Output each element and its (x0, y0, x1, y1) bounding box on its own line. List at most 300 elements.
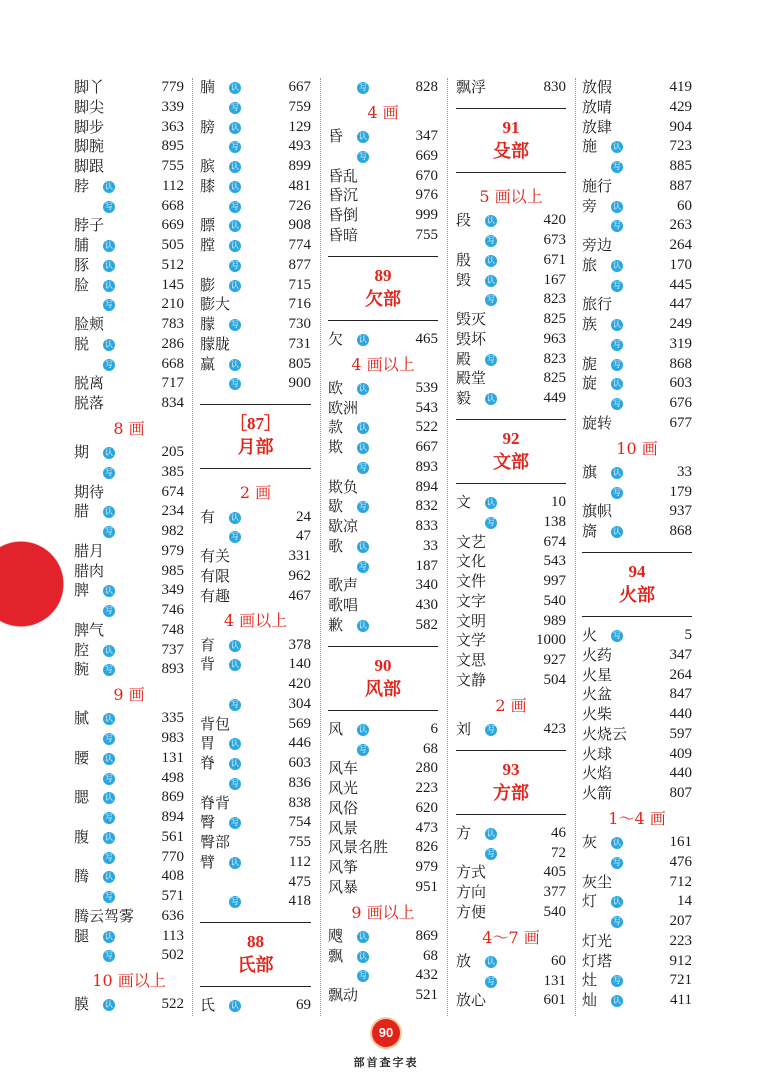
stroke-count-heading: 10 画 (616, 438, 658, 458)
index-entry (74, 749, 184, 769)
headword: 灶 (582, 971, 598, 990)
index-entry (582, 952, 692, 972)
recognize-badge-icon: 认 (231, 181, 239, 191)
page-reference: 340 (415, 577, 438, 594)
write-badge-icon: 写 (231, 778, 239, 788)
index-entry (74, 443, 184, 463)
write-badge-icon: 写 (105, 951, 113, 961)
recognize-badge-icon: 认 (105, 260, 113, 270)
index-entry (200, 157, 311, 177)
write-badge-icon: 写 (105, 665, 113, 675)
radical-section-header (456, 740, 566, 824)
headword: 风车 (328, 759, 359, 778)
headword: 毁 (456, 270, 472, 289)
recognize-badge-icon: 认 (359, 541, 367, 551)
page-reference: 676 (669, 395, 692, 411)
headword: 膨 (200, 275, 216, 294)
radical-number: 91 (502, 117, 520, 137)
page-reference: 673 (543, 232, 566, 248)
recognize-badge-icon: 认 (231, 241, 239, 250)
recognize-badge-icon: 认 (105, 507, 113, 517)
headword: 欠 (328, 329, 344, 348)
radical-number: 88 (247, 932, 264, 951)
write-badge-icon: 写 (359, 744, 367, 754)
recognize-badge-icon: 认 (613, 897, 621, 907)
page-reference: 899 (288, 158, 311, 174)
headword: 文字 (456, 591, 487, 610)
index-entry (74, 907, 184, 927)
page-reference: 505 (161, 237, 184, 253)
index-entry (456, 231, 566, 251)
headword: 脯 (74, 236, 90, 254)
write-badge-icon: 写 (231, 102, 239, 112)
headword: 方式 (456, 863, 487, 882)
page-reference: 770 (161, 848, 184, 865)
page-reference: 825 (543, 311, 566, 327)
page-reference: 885 (669, 158, 692, 174)
index-entry (74, 709, 184, 729)
headword: 背包 (200, 714, 231, 733)
index-entry (582, 177, 692, 197)
headword: 脚丫 (74, 78, 105, 96)
index-entry (74, 216, 184, 236)
index-entry (328, 458, 438, 478)
index-entry (456, 350, 566, 370)
index-column-3 (328, 78, 438, 1006)
headword: 风暴 (328, 877, 359, 896)
page-reference: 405 (543, 864, 566, 881)
headword: 款 (328, 418, 344, 437)
index-entry (328, 986, 438, 1006)
stroke-count-heading: 10 画以上 (92, 971, 166, 990)
radical-name: 风部 (365, 678, 401, 700)
index-entry (200, 996, 311, 1016)
recognize-badge-icon: 认 (231, 1001, 239, 1011)
headword: 臀 (200, 813, 216, 832)
index-entry (328, 799, 438, 819)
headword: 膜 (74, 995, 90, 1014)
page-reference: 113 (162, 927, 184, 944)
index-entry (74, 808, 184, 828)
page-reference: 446 (288, 735, 311, 752)
page-reference: 512 (161, 256, 184, 273)
headword: 放心 (456, 991, 487, 1010)
recognize-badge-icon: 认 (231, 640, 239, 650)
recognize-badge-icon: 认 (487, 498, 495, 507)
index-entry (582, 78, 692, 98)
stroke-count-heading: 8 画 (113, 418, 145, 438)
page-reference: 603 (669, 375, 692, 392)
recognize-badge-icon: 认 (231, 162, 239, 171)
headword: 脱 (74, 334, 90, 353)
index-entry (200, 508, 311, 528)
write-badge-icon: 写 (613, 359, 621, 369)
headword: 脱落 (74, 394, 105, 412)
column-divider (320, 78, 321, 1016)
page-reference: 522 (161, 996, 184, 1013)
write-badge-icon: 写 (231, 532, 239, 542)
index-entry (74, 256, 184, 276)
headword: 欺负 (328, 477, 359, 496)
page-reference: 668 (161, 197, 184, 214)
index-entry (456, 631, 566, 651)
index-entry (74, 78, 184, 98)
page-reference: 828 (415, 79, 438, 95)
headword: 脖 (74, 176, 90, 195)
index-entry (200, 715, 311, 735)
write-badge-icon: 写 (487, 976, 495, 986)
recognize-badge-icon: 认 (359, 951, 367, 961)
write-badge-icon: 写 (487, 724, 495, 734)
page-reference: 249 (669, 316, 692, 332)
section-rule-top (456, 750, 566, 751)
recognize-badge-icon: 认 (105, 832, 113, 842)
recognize-badge-icon: 认 (359, 423, 367, 433)
headword: 风 (328, 719, 344, 738)
stroke-count-heading: 2 画 (495, 695, 527, 715)
radical-name: 殳部 (493, 140, 529, 162)
recognize-badge-icon: 认 (231, 512, 239, 522)
page-reference: 131 (161, 749, 184, 766)
headword: 脚跟 (74, 157, 105, 175)
index-entry (582, 414, 692, 434)
index-entry (74, 315, 184, 335)
index-entry (456, 844, 566, 864)
headword: 旗帜 (582, 502, 613, 521)
page-reference: 912 (669, 952, 692, 969)
page-reference: 982 (161, 523, 184, 539)
index-entry (456, 211, 566, 231)
index-entry (582, 784, 692, 804)
index-entry (582, 932, 692, 952)
headword: 方向 (456, 883, 487, 901)
page-reference: 476 (669, 853, 692, 870)
page-reference: 582 (415, 616, 438, 633)
page-reference: 540 (543, 903, 566, 920)
page-reference: 894 (161, 809, 184, 825)
index-entry (582, 236, 692, 256)
write-badge-icon: 写 (105, 734, 113, 743)
page-reference: 670 (415, 167, 438, 184)
page-reference: 68 (423, 947, 438, 964)
headword: 臀部 (200, 833, 231, 851)
page-reference: 14 (677, 893, 692, 910)
page-reference: 411 (670, 992, 692, 1008)
headword: 脾气 (74, 620, 105, 639)
headword: 腊肉 (74, 561, 105, 580)
index-entry (200, 833, 311, 853)
page-reference: 620 (415, 799, 438, 816)
write-badge-icon: 写 (105, 773, 113, 783)
headword: 殿堂 (456, 369, 487, 388)
recognize-badge-icon: 认 (487, 956, 495, 966)
page-reference: 420 (543, 212, 566, 229)
index-entry (200, 853, 311, 873)
headword: 火烧云 (582, 724, 628, 743)
headword: 火 (582, 626, 598, 644)
page-reference: 715 (288, 276, 311, 293)
write-badge-icon: 写 (105, 527, 113, 536)
page-reference: 730 (288, 316, 311, 332)
recognize-badge-icon: 认 (105, 1000, 113, 1010)
index-entry (74, 641, 184, 661)
page-reference: 823 (543, 350, 566, 367)
page-reference: 877 (288, 256, 311, 273)
headword: 腕 (74, 660, 90, 679)
write-badge-icon: 写 (613, 857, 621, 867)
index-entry (582, 685, 692, 705)
index-entry (456, 389, 566, 409)
headword: 灯 (582, 892, 598, 911)
headword: 脊 (200, 754, 216, 772)
page-reference: 669 (161, 217, 184, 234)
page-reference: 894 (415, 478, 438, 495)
write-badge-icon: 写 (359, 561, 367, 571)
section-rule-bottom (582, 616, 692, 617)
section-rule-bottom (328, 320, 438, 321)
headword: 放晴 (582, 97, 613, 116)
page-reference: 847 (669, 686, 692, 703)
page-reference: 997 (543, 573, 566, 589)
index-entry (328, 557, 438, 577)
index-entry (328, 819, 438, 839)
stroke-count-heading: 5 画以上 (479, 187, 543, 206)
page-reference: 755 (161, 158, 184, 174)
page-reference: 60 (677, 197, 692, 214)
write-badge-icon: 写 (487, 848, 495, 858)
index-entry (328, 947, 438, 967)
recognize-badge-icon: 认 (231, 221, 239, 231)
page-reference: 502 (161, 947, 184, 964)
headword: 膛 (200, 236, 216, 254)
write-badge-icon: 写 (231, 379, 239, 389)
index-entry (74, 463, 184, 483)
index-entry (456, 824, 566, 844)
index-entry (200, 98, 311, 118)
headword: 脸颊 (74, 315, 105, 333)
page-reference: 723 (669, 138, 692, 155)
page-reference: 668 (161, 355, 184, 372)
index-entry (582, 522, 692, 542)
index-entry (456, 883, 566, 903)
page-reference: 69 (296, 997, 311, 1014)
index-entry (74, 660, 184, 680)
index-entry (328, 478, 438, 498)
recognize-badge-icon: 认 (231, 280, 239, 290)
recognize-badge-icon: 认 (487, 828, 495, 838)
headword: 背 (200, 655, 216, 674)
page-reference: 726 (288, 197, 311, 214)
index-entry (582, 335, 692, 355)
page-reference: 868 (669, 523, 692, 539)
index-entry (74, 374, 184, 394)
page-reference: 286 (161, 335, 184, 352)
page-reference: 378 (288, 636, 311, 653)
headword: 飘 (328, 946, 344, 965)
headword: 旎 (582, 354, 598, 373)
page-reference: 24 (296, 508, 311, 525)
page-reference: 339 (161, 98, 184, 115)
page-reference: 419 (669, 79, 692, 95)
headword: 毁坏 (456, 329, 487, 348)
page-reference: 263 (669, 217, 692, 234)
radical-section-header (328, 246, 438, 330)
index-entry (582, 137, 692, 157)
section-rule-bottom (456, 814, 566, 815)
headword: 段 (456, 211, 472, 230)
radical-name: 文部 (493, 451, 529, 473)
headword: 膨大 (200, 295, 231, 314)
page-reference: 807 (669, 785, 692, 801)
headword: 文化 (456, 552, 487, 571)
page-reference: 540 (543, 592, 566, 609)
index-entry (74, 927, 184, 947)
headword: 风景 (328, 818, 359, 837)
write-badge-icon: 写 (487, 295, 495, 305)
page-reference: 755 (415, 226, 438, 243)
page-reference: 737 (161, 641, 184, 658)
stroke-count-heading: 4 画以上 (351, 354, 415, 374)
headword: 腔 (74, 640, 90, 659)
headword: 歇凉 (328, 517, 359, 535)
headword: 文艺 (456, 532, 487, 551)
recognize-badge-icon: 认 (613, 996, 621, 1005)
headword: 脊背 (200, 793, 231, 812)
section-rule-bottom (456, 172, 566, 173)
index-entry (456, 720, 566, 740)
section-rule-bottom (328, 710, 438, 711)
headword: 欧洲 (328, 398, 359, 417)
index-entry (74, 828, 184, 848)
index-entry (200, 547, 311, 567)
page-reference: 671 (543, 251, 566, 268)
write-badge-icon: 写 (487, 354, 495, 364)
index-entry (200, 78, 311, 98)
headword: 歉 (328, 615, 344, 634)
page-reference: 385 (161, 463, 184, 480)
page-reference: 409 (669, 745, 692, 762)
write-badge-icon: 写 (105, 359, 113, 369)
section-rule-top (456, 419, 566, 420)
index-entry (328, 330, 438, 350)
decorative-red-circle (0, 541, 66, 627)
page-reference: 347 (669, 646, 692, 663)
headword: 殷 (456, 250, 472, 269)
index-entry (582, 216, 692, 236)
headword: 有关 (200, 547, 231, 565)
index-entry (456, 552, 566, 572)
headword: 脾 (74, 581, 90, 600)
headword: 臂 (200, 852, 216, 871)
headword: 灯塔 (582, 951, 613, 970)
write-badge-icon: 写 (613, 162, 621, 171)
headword: 文 (456, 493, 472, 511)
page-reference: 539 (415, 379, 438, 396)
page-reference: 985 (161, 562, 184, 579)
headword: 赢 (200, 354, 216, 373)
section-rule-top (200, 922, 311, 923)
index-entry (456, 290, 566, 310)
page-reference: 179 (669, 483, 692, 500)
headword: 歇 (328, 497, 344, 516)
index-entry (328, 740, 438, 760)
headword: 膑 (200, 157, 216, 175)
index-entry (200, 813, 311, 833)
index-entry (456, 330, 566, 350)
headword: 欺 (328, 438, 344, 456)
page-reference: 335 (161, 710, 184, 727)
recognize-badge-icon: 认 (105, 753, 113, 763)
recognize-badge-icon: 认 (613, 467, 621, 477)
headword: 脚尖 (74, 97, 105, 116)
headword: 灿 (582, 991, 598, 1009)
index-entry (582, 463, 692, 483)
index-entry (74, 236, 184, 256)
recognize-badge-icon: 认 (359, 132, 367, 141)
recognize-badge-icon: 认 (613, 142, 621, 152)
section-rule-top (328, 646, 438, 647)
headword: 脚步 (74, 117, 105, 136)
index-entry (582, 725, 692, 745)
recognize-badge-icon: 认 (613, 260, 621, 270)
index-entry (582, 197, 692, 217)
page-reference: 319 (669, 335, 692, 352)
headword: 火盆 (582, 685, 613, 704)
write-badge-icon: 写 (613, 221, 621, 231)
index-entry (582, 374, 692, 394)
headword: 有限 (200, 566, 231, 585)
index-entry (328, 497, 438, 517)
stroke-count-heading: 2 画 (239, 483, 272, 503)
headword: 有 (200, 507, 216, 526)
page-reference: 904 (669, 118, 692, 135)
recognize-badge-icon: 认 (487, 255, 495, 265)
index-entry (200, 335, 311, 355)
index-entry (74, 848, 184, 868)
write-badge-icon: 写 (105, 201, 113, 211)
index-entry (200, 655, 311, 675)
page-reference: 597 (669, 725, 692, 742)
headword: 方便 (456, 902, 487, 921)
headword: 膀 (200, 117, 216, 136)
page-reference: 363 (161, 118, 184, 135)
index-entry (328, 399, 438, 419)
index-entry (582, 394, 692, 414)
page-reference: 951 (415, 878, 438, 895)
page-reference: 47 (296, 528, 311, 545)
recognize-badge-icon: 认 (231, 759, 239, 768)
page-reference: 755 (288, 834, 311, 850)
index-entry (328, 858, 438, 878)
index-entry (582, 118, 692, 138)
headword: 期待 (74, 482, 105, 501)
section-rule-top (582, 552, 692, 553)
index-entry (456, 310, 566, 330)
headword: 飘浮 (456, 78, 487, 96)
page-reference: 347 (415, 128, 438, 144)
page-reference: 129 (288, 118, 311, 135)
page-reference: 983 (161, 730, 184, 746)
radical-section-header (200, 394, 311, 478)
index-entry (74, 887, 184, 907)
page-reference: 636 (161, 907, 184, 924)
write-badge-icon: 写 (613, 487, 621, 497)
index-entry (200, 527, 311, 547)
index-entry (328, 226, 438, 246)
write-badge-icon: 写 (105, 300, 113, 310)
recognize-badge-icon: 认 (105, 793, 113, 803)
headword: 刘 (456, 719, 472, 738)
